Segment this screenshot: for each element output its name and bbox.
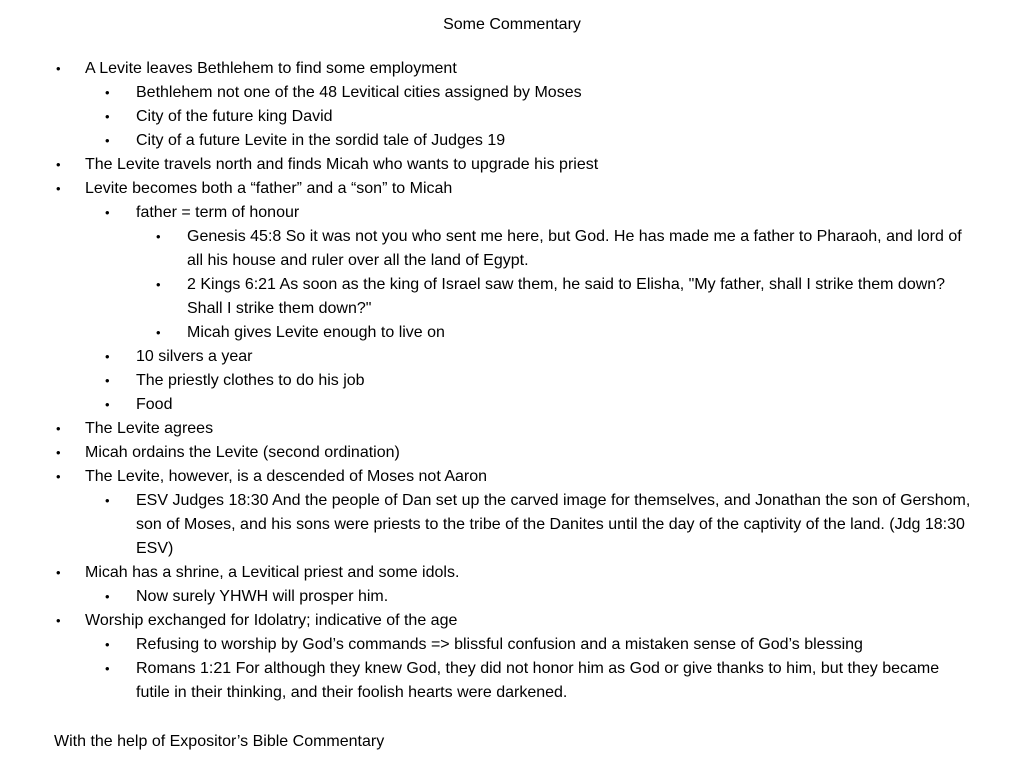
- bullet-marker: •: [105, 637, 110, 652]
- bullet-marker: •: [56, 445, 61, 460]
- bullet-marker: •: [105, 589, 110, 604]
- bullet-text: The Levite agrees: [85, 420, 214, 437]
- bullet-text: City of the future king David: [136, 108, 333, 125]
- bullet-marker: •: [56, 421, 61, 436]
- bullet-text: Micah ordains the Levite (second ordination): [85, 444, 400, 461]
- bullet-marker: •: [105, 397, 110, 412]
- bullet-item-level-3: [0, 321, 1024, 345]
- bullet-text: 10 silvers a year: [136, 348, 253, 365]
- bullet-marker: •: [105, 661, 110, 676]
- bullet-text: Worship exchanged for Idolatry; indicative of the age: [85, 612, 458, 629]
- bullet-marker: •: [105, 205, 110, 220]
- bullet-item-level-1: [0, 441, 1024, 465]
- bullet-text: A Levite leaves Bethlehem to find some employment: [85, 60, 457, 77]
- bullet-marker: •: [105, 349, 110, 364]
- bullet-marker: •: [156, 277, 161, 292]
- bullet-item-level-2: [0, 489, 1024, 561]
- bullet-text: Micah gives Levite enough to live on: [187, 324, 445, 341]
- bullet-item-level-2: [0, 345, 1024, 369]
- bullet-item-level-2: [0, 201, 1024, 225]
- bullet-item-level-1: [0, 153, 1024, 177]
- bullet-text: Now surely YHWH will prosper him.: [136, 588, 389, 605]
- bullet-item-level-3: [0, 273, 1024, 321]
- bullet-text: Levite becomes both a “father” and a “son” to Micah: [85, 180, 453, 197]
- bullet-text: Genesis 45:8 So it was not you who sent me here, but God. He has made me a father to Pharaoh, and lord of all his house and ruler over all the land of Egypt.: [187, 228, 962, 269]
- bullet-text: 2 Kings 6:21 As soon as the king of Israel saw them, he said to Elisha, "My father, shall I strike them down? Shall I strike them down?": [187, 276, 946, 317]
- bullet-item-level-2: [0, 369, 1024, 393]
- bullet-list: [0, 57, 1024, 705]
- bullet-text: Refusing to worship by God’s commands => blissful confusion and a mistaken sense of God’s blessing: [136, 636, 863, 653]
- bullet-text: The Levite travels north and finds Micah who wants to upgrade his priest: [85, 156, 599, 173]
- bullet-item-level-2: [0, 657, 1024, 705]
- bullet-marker: •: [105, 85, 110, 100]
- bullet-text: father = term of honour: [136, 204, 300, 221]
- bullet-text: Romans 1:21 For although they knew God, they did not honor him as God or give thanks to him, but they became futile in their thinking, and their foolish hearts were darkened.: [136, 660, 940, 701]
- bullet-item-level-2: [0, 585, 1024, 609]
- slide-title: Some Commentary: [443, 16, 581, 33]
- bullet-item-level-2: [0, 81, 1024, 105]
- bullet-item-level-1: [0, 57, 1024, 81]
- bullet-marker: •: [105, 109, 110, 124]
- bullet-text: The priestly clothes to do his job: [136, 372, 365, 389]
- bullet-marker: •: [56, 565, 61, 580]
- bullet-item-level-1: [0, 177, 1024, 201]
- bullet-text: City of a future Levite in the sordid tale of Judges 19: [136, 132, 506, 149]
- bullet-marker: •: [105, 373, 110, 388]
- bullet-text: Micah has a shrine, a Levitical priest and some idols.: [85, 564, 460, 581]
- bullet-item-level-2: [0, 633, 1024, 657]
- bullet-text: Bethlehem not one of the 48 Levitical cities assigned by Moses: [136, 84, 582, 101]
- bullet-text: Food: [136, 396, 173, 413]
- bullet-marker: •: [156, 325, 161, 340]
- bullet-marker: •: [156, 229, 161, 244]
- bullet-item-level-1: [0, 609, 1024, 633]
- bullet-item-level-2: [0, 393, 1024, 417]
- footer-credit: With the help of Expositor’s Bible Commentary: [54, 733, 385, 750]
- bullet-text: The Levite, however, is a descended of Moses not Aaron: [85, 468, 488, 485]
- bullet-marker: •: [105, 133, 110, 148]
- bullet-item-level-1: [0, 561, 1024, 585]
- bullet-marker: •: [105, 493, 110, 508]
- bullet-item-level-2: [0, 129, 1024, 153]
- bullet-marker: •: [56, 469, 61, 484]
- bullet-item-level-1: [0, 465, 1024, 489]
- bullet-marker: •: [56, 61, 61, 76]
- bullet-marker: •: [56, 157, 61, 172]
- bullet-marker: •: [56, 181, 61, 196]
- bullet-item-level-1: [0, 417, 1024, 441]
- bullet-item-level-2: [0, 105, 1024, 129]
- bullet-marker: •: [56, 613, 61, 628]
- bullet-item-level-3: [0, 225, 1024, 273]
- bullet-text: ESV Judges 18:30 And the people of Dan set up the carved image for themselves, and Jonathan the son of Gershom, son of Moses, and his sons were priests to the tribe of the Danites until the day of the captivity of the land. (Jdg 18:30 ESV): [136, 492, 971, 557]
